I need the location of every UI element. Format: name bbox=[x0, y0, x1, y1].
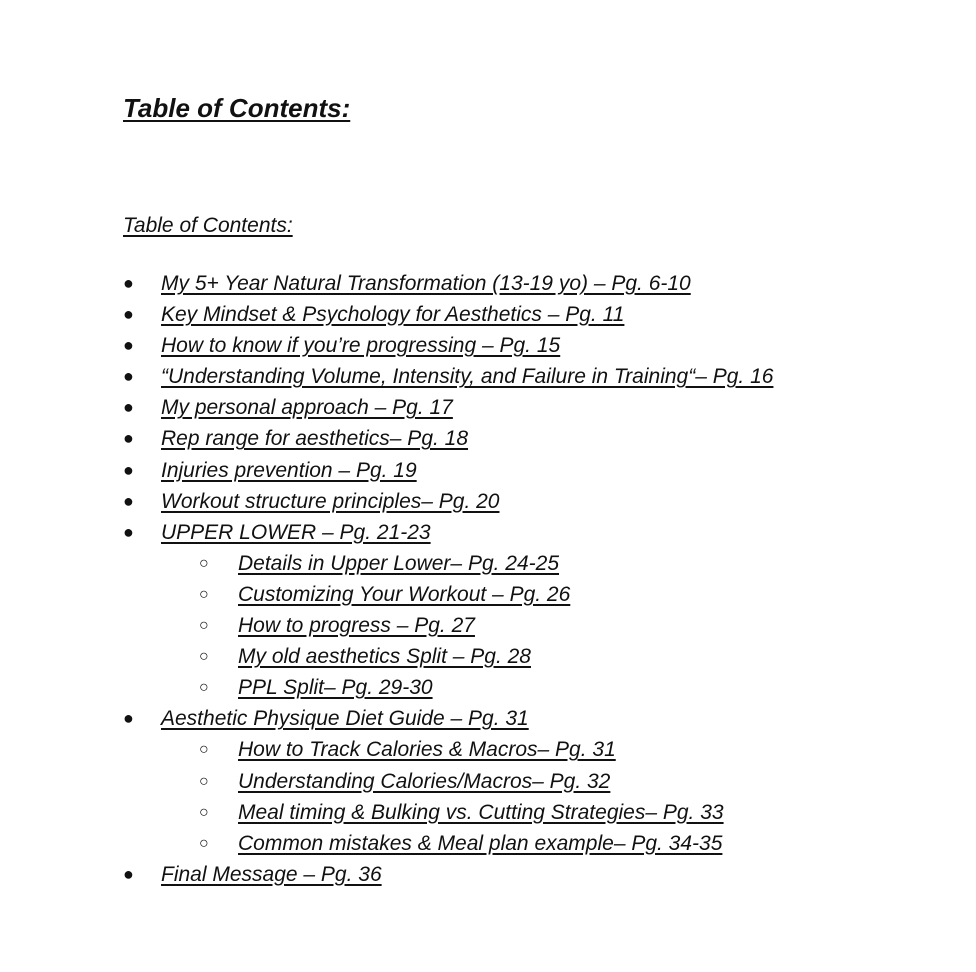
toc-link[interactable]: Details in Upper Lower– Pg. 24-25 bbox=[238, 551, 560, 575]
bullet-icon: ● bbox=[123, 366, 134, 387]
toc-subentry bbox=[0, 766, 976, 797]
toc-link[interactable]: Injuries prevention – Pg. 19 bbox=[161, 458, 417, 482]
toc-link[interactable]: Key Mindset & Psychology for Aesthetics – Pg. 11 bbox=[161, 303, 625, 327]
toc-link[interactable]: My personal approach – Pg. 17 bbox=[161, 396, 453, 420]
bullet-icon: ● bbox=[123, 521, 134, 542]
toc-entry bbox=[0, 299, 976, 330]
toc-entry bbox=[0, 330, 976, 361]
toc-entry bbox=[0, 455, 976, 486]
toc-list bbox=[0, 268, 976, 890]
toc-link[interactable]: How to Track Calories & Macros– Pg. 31 bbox=[238, 738, 616, 762]
toc-entry bbox=[0, 268, 976, 299]
bullet-icon: ● bbox=[123, 428, 134, 449]
bullet-icon: ● bbox=[123, 304, 134, 325]
toc-subentry bbox=[0, 672, 976, 703]
hollow-bullet-icon: ○ bbox=[199, 772, 209, 790]
toc-link[interactable]: Understanding Calories/Macros– Pg. 32 bbox=[238, 769, 611, 793]
bullet-icon: ● bbox=[123, 273, 134, 293]
toc-subentry bbox=[0, 797, 976, 828]
hollow-bullet-icon: ○ bbox=[199, 741, 209, 759]
hollow-bullet-icon: ○ bbox=[199, 648, 209, 666]
bullet-icon: ● bbox=[123, 335, 134, 356]
toc-link[interactable]: Common mistakes & Meal plan example– Pg. 34-35 bbox=[238, 831, 723, 855]
toc-link[interactable]: My old aesthetics Split – Pg. 28 bbox=[238, 645, 531, 669]
toc-subheading: Table of Contents: bbox=[123, 214, 293, 237]
toc-subentry bbox=[0, 579, 976, 610]
hollow-bullet-icon: ○ bbox=[199, 554, 209, 572]
toc-entry bbox=[0, 486, 976, 517]
toc-entry bbox=[0, 517, 976, 548]
toc-link[interactable]: Workout structure principles– Pg. 20 bbox=[161, 489, 500, 513]
bullet-icon: ● bbox=[123, 459, 134, 480]
toc-entry bbox=[0, 392, 976, 423]
hollow-bullet-icon: ○ bbox=[199, 585, 209, 603]
toc-subentry bbox=[0, 641, 976, 672]
toc-link[interactable]: How to know if you’re progressing – Pg. 15 bbox=[161, 334, 561, 358]
toc-subentry bbox=[0, 734, 976, 765]
bullet-icon: ● bbox=[123, 708, 134, 729]
toc-link[interactable]: How to progress – Pg. 27 bbox=[238, 614, 475, 638]
page-title: Table of Contents: bbox=[123, 93, 351, 123]
toc-subentry bbox=[0, 610, 976, 641]
toc-link[interactable]: Meal timing & Bulking vs. Cutting Strategies– Pg. 33 bbox=[238, 800, 724, 824]
hollow-bullet-icon: ○ bbox=[199, 679, 209, 697]
hollow-bullet-icon: ○ bbox=[199, 803, 209, 821]
toc-entry bbox=[0, 703, 976, 734]
toc-link[interactable]: Customizing Your Workout – Pg. 26 bbox=[238, 582, 571, 606]
bullet-icon: ● bbox=[123, 397, 134, 418]
toc-link[interactable]: Final Message – Pg. 36 bbox=[161, 862, 382, 886]
toc-link[interactable]: “Understanding Volume, Intensity, and Failure in Training“– Pg. 16 bbox=[161, 365, 774, 389]
bullet-icon: ● bbox=[123, 490, 134, 511]
toc-entry bbox=[0, 859, 976, 890]
toc-link[interactable]: PPL Split– Pg. 29-30 bbox=[238, 676, 433, 700]
hollow-bullet-icon: ○ bbox=[199, 834, 209, 852]
toc-entry bbox=[0, 361, 976, 392]
toc-subentry bbox=[0, 548, 976, 579]
toc-link[interactable]: UPPER LOWER – Pg. 21-23 bbox=[161, 520, 431, 544]
toc-entry bbox=[0, 423, 976, 454]
hollow-bullet-icon: ○ bbox=[199, 617, 209, 635]
toc-link[interactable]: My 5+ Year Natural Transformation (13-19 yo) – Pg. 6-10 bbox=[161, 272, 691, 295]
toc-link[interactable]: Rep range for aesthetics– Pg. 18 bbox=[161, 427, 469, 451]
toc-subentry bbox=[0, 828, 976, 859]
toc-link[interactable]: Aesthetic Physique Diet Guide – Pg. 31 bbox=[161, 707, 529, 731]
bullet-icon: ● bbox=[123, 863, 134, 884]
